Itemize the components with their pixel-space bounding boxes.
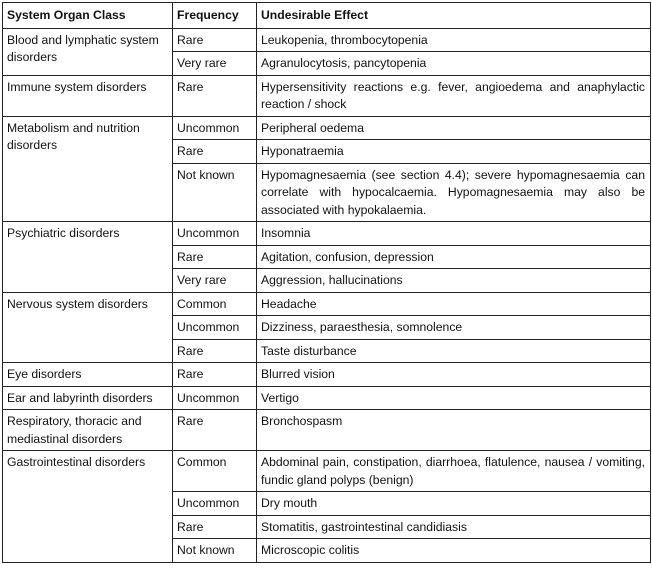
- soc-cell: Eye disorders: [3, 363, 173, 387]
- table-row: [3, 116, 651, 140]
- header-soc: System Organ Class: [3, 3, 173, 29]
- frequency-cell: Uncommon: [173, 492, 257, 516]
- table-row: [3, 222, 651, 246]
- frequency-cell: Common: [173, 451, 257, 492]
- effect-cell: Dizziness, paraesthesia, somnolence: [257, 316, 651, 340]
- frequency-cell: Common: [173, 292, 257, 316]
- effect-cell: Insomnia: [257, 222, 651, 246]
- frequency-cell: Uncommon: [173, 222, 257, 246]
- effect-cell: Agitation, confusion, depression: [257, 245, 651, 269]
- effect-cell: Hyponatraemia: [257, 140, 651, 164]
- frequency-cell: Rare: [173, 28, 257, 52]
- header-row: [3, 3, 651, 29]
- frequency-cell: Not known: [173, 163, 257, 222]
- table-row: [3, 292, 651, 316]
- header-frequency: Frequency: [173, 3, 257, 29]
- soc-cell: Psychiatric disorders: [3, 222, 173, 293]
- effect-cell: Vertigo: [257, 386, 651, 410]
- header-effect: Undesirable Effect: [257, 3, 651, 29]
- soc-cell: Nervous system disorders: [3, 292, 173, 363]
- table-row: [3, 363, 651, 387]
- table-row: [3, 451, 651, 492]
- table-row: [3, 386, 651, 410]
- frequency-cell: Rare: [173, 75, 257, 116]
- effect-cell: Microscopic colitis: [257, 539, 651, 563]
- frequency-cell: Rare: [173, 363, 257, 387]
- effect-cell: Stomatitis, gastrointestinal candidiasis: [257, 515, 651, 539]
- effect-cell: Headache: [257, 292, 651, 316]
- effect-cell: Leukopenia, thrombocytopenia: [257, 28, 651, 52]
- effect-cell: Dry mouth: [257, 492, 651, 516]
- soc-cell: Metabolism and nutrition disorders: [3, 116, 173, 222]
- soc-cell: Ear and labyrinth disorders: [3, 386, 173, 410]
- effect-cell: Agranulocytosis, pancytopenia: [257, 52, 651, 76]
- frequency-cell: Very rare: [173, 52, 257, 76]
- effect-cell: Aggression, hallucinations: [257, 269, 651, 293]
- soc-cell: Gastrointestinal disorders: [3, 451, 173, 563]
- frequency-cell: Rare: [173, 140, 257, 164]
- effect-cell: Taste disturbance: [257, 339, 651, 363]
- adverse-effects-table: [2, 2, 651, 563]
- effect-cell: Blurred vision: [257, 363, 651, 387]
- frequency-cell: Uncommon: [173, 316, 257, 340]
- effect-cell: Hypersensitivity reactions e.g. fever, angioedema and anaphylactic reaction / shock: [257, 75, 651, 116]
- soc-cell: Immune system disorders: [3, 75, 173, 116]
- soc-cell: Blood and lymphatic system disorders: [3, 28, 173, 75]
- frequency-cell: Uncommon: [173, 116, 257, 140]
- effect-cell: Hypomagnesaemia (see section 4.4); severe hypomagnesaemia can correlate with hypocalcaemia. Hypomagnesaemia may also be associated with hypokalaemia.: [257, 163, 651, 222]
- effect-cell: Abdominal pain, constipation, diarrhoea, flatulence, nausea / vomiting, fundic gland polyps (benign): [257, 451, 651, 492]
- frequency-cell: Rare: [173, 245, 257, 269]
- frequency-cell: Rare: [173, 339, 257, 363]
- effect-cell: Bronchospasm: [257, 410, 651, 451]
- frequency-cell: Uncommon: [173, 386, 257, 410]
- table-row: [3, 410, 651, 451]
- frequency-cell: Not known: [173, 539, 257, 563]
- effect-cell: Peripheral oedema: [257, 116, 651, 140]
- table-row: [3, 28, 651, 52]
- soc-cell: Respiratory, thoracic and mediastinal disorders: [3, 410, 173, 451]
- frequency-cell: Very rare: [173, 269, 257, 293]
- table-row: [3, 75, 651, 116]
- frequency-cell: Rare: [173, 410, 257, 451]
- frequency-cell: Rare: [173, 515, 257, 539]
